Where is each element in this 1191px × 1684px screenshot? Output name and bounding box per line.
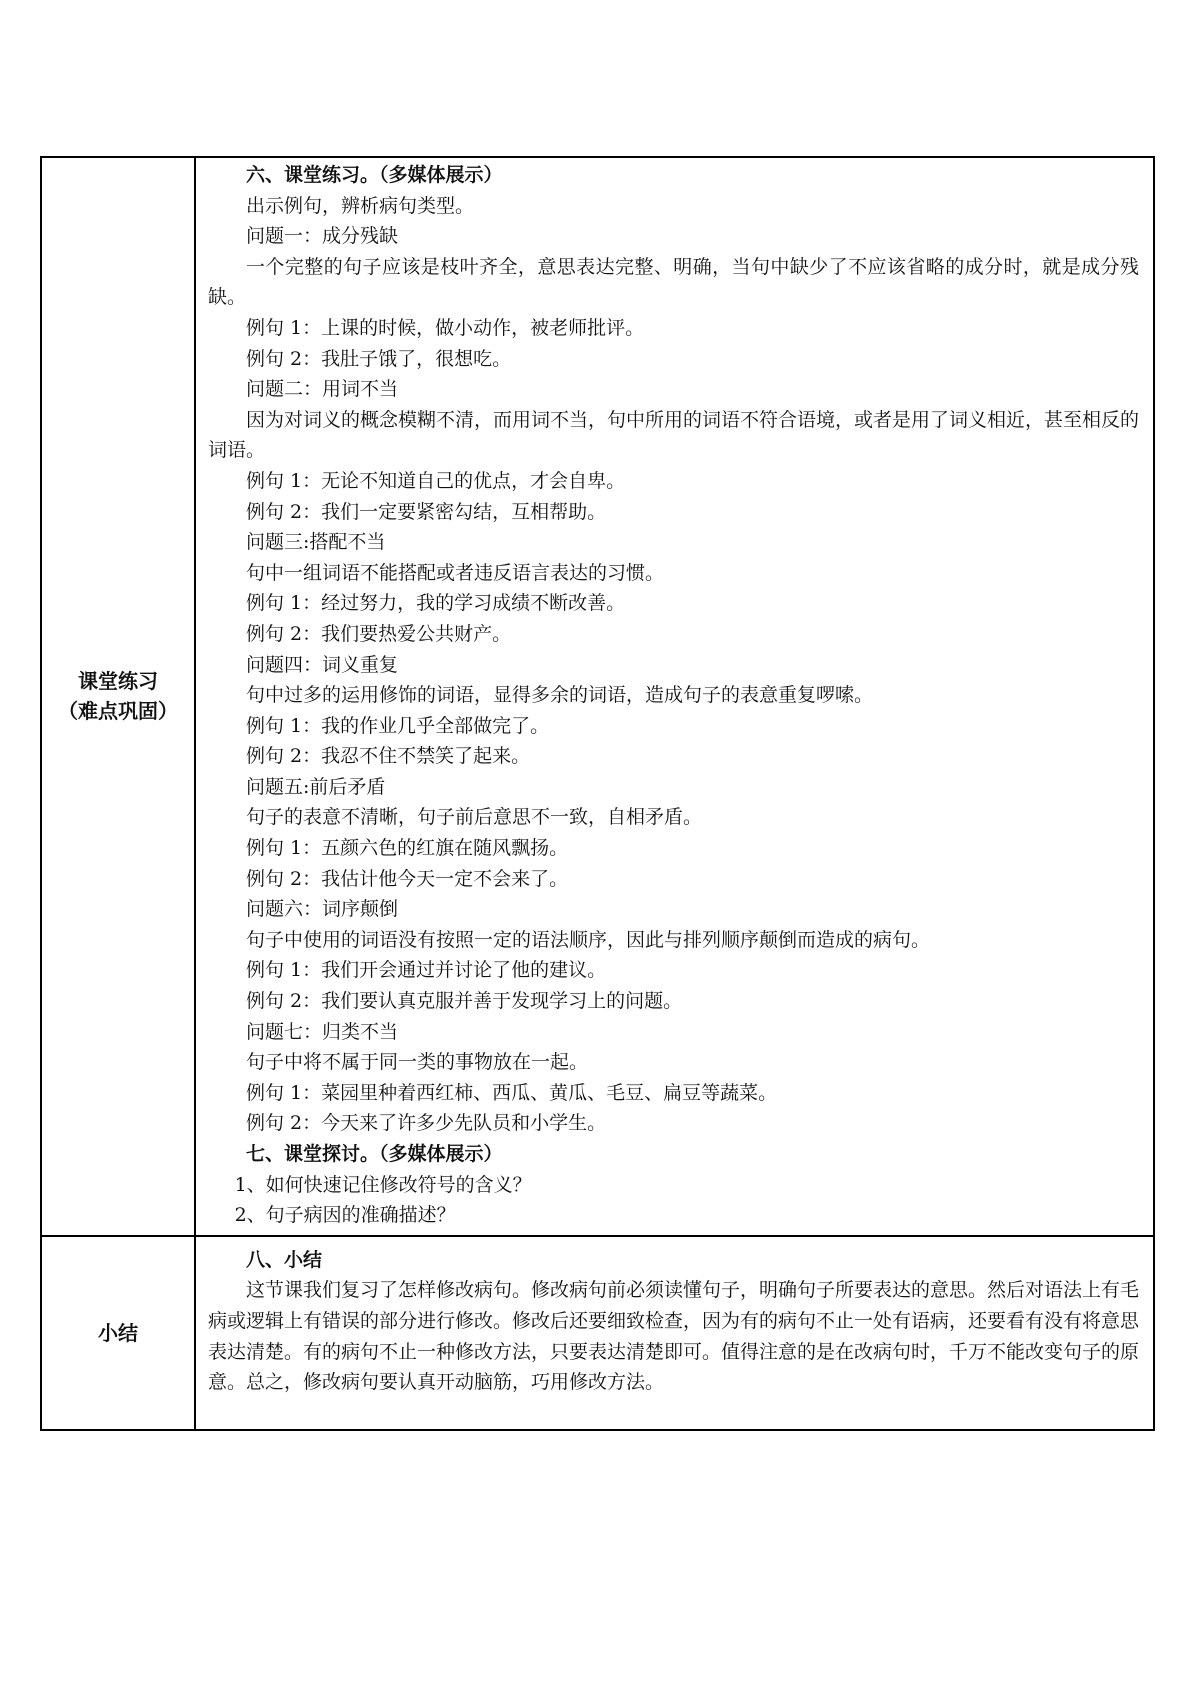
text-paragraph: 这节课我们复习了怎样修改病句。修改病句前必须读懂句子，明确句子所要表达的意思。然后对语法上有毛病或逻辑上有错误的部分进行修改。修改后还要细致检查，因为有的病句不止一处有语病，还要看有没有将意思表达清楚。有的病句不止一种修改方法，只要表达清楚即可。值得注意的是在改病句时，千万不能改变句子的原意。总之，修改病句要认真开动脑筋，巧用修改方法。	[208, 1279, 1140, 1394]
text-paragraph: 例句 1：菜园里种着西红柿、西瓜、黄瓜、毛豆、扁豆等蔬菜。	[246, 1081, 778, 1104]
text-paragraph: 例句 1：五颜六色的红旗在随风飘扬。	[246, 837, 569, 860]
text-paragraph: 问题七：归类不当	[246, 1020, 399, 1043]
text-paragraph: 例句 1：经过努力，我的学习成绩不断改善。	[246, 592, 626, 615]
section-heading: 八、小结	[246, 1248, 323, 1271]
section-heading: 七、课堂探讨。（多媒体展示）	[246, 1143, 503, 1165]
text-paragraph: 出示例句，辨析病句类型。	[246, 194, 475, 217]
table-row-practice	[41, 157, 1154, 1236]
text-paragraph: 例句 1：上课的时候，做小动作，被老师批评。	[246, 316, 645, 339]
row-label-practice	[41, 157, 195, 1236]
text-paragraph: 例句 2：今天来了许多少先队员和小学生。	[246, 1112, 607, 1135]
row-label-line: 小结	[98, 1320, 138, 1345]
text-paragraph: 例句 2：我们要认真克服并善于发现学习上的问题。	[246, 990, 683, 1013]
text-paragraph: 句中一组词语不能搭配或者违反语言表达的习惯。	[246, 561, 665, 584]
text-paragraph: 因为对词义的概念模糊不清，而用词不当，句中所用的词语不符合语境，或者是用了词义相近，甚至相反的词语。	[208, 408, 1140, 462]
text-paragraph: 问题四：词义重复	[246, 653, 399, 676]
text-paragraph: 句子中使用的词语没有按照一定的语法顺序，因此与排列顺序颠倒而造成的病句。	[246, 928, 931, 951]
text-paragraph: 句子的表意不清晰，句子前后意思不一致，自相矛盾。	[246, 806, 703, 829]
row-content-summary	[195, 1236, 1154, 1430]
row-label-line: 课堂练习	[78, 669, 158, 694]
row-label-summary	[41, 1236, 195, 1430]
row-content-practice	[195, 157, 1154, 1236]
text-paragraph: 句中过多的运用修饰的词语，显得多余的词语，造成句子的表意重复啰嗦。	[246, 684, 874, 707]
text-paragraph: 问题三:搭配不当	[246, 531, 386, 554]
text-paragraph: 例句 1：无论不知道自己的优点，才会自卑。	[246, 469, 626, 492]
text-paragraph: 问题五:前后矛盾	[246, 775, 386, 798]
text-paragraph: 一个完整的句子应该是枝叶齐全，意思表达完整、明确，当句中缺少了不应该省略的成分时，就是成分残缺。	[208, 255, 1139, 309]
text-paragraph: 例句 2：我估计他今天一定不会来了。	[246, 867, 569, 890]
text-paragraph: 问题六：词序颠倒	[246, 898, 399, 921]
row-label-line: （难点巩固）	[58, 699, 178, 724]
text-paragraph: 例句 2：我们要热爱公共财产。	[246, 622, 512, 645]
text-paragraph: 问题一：成分残缺	[246, 225, 399, 248]
list-item: 1、如何快速记住修改符号的含义？	[234, 1173, 532, 1196]
text-paragraph: 例句 2：我忍不住不禁笑了起来。	[246, 745, 531, 768]
text-paragraph: 句子中将不属于同一类的事物放在一起。	[246, 1051, 589, 1074]
section-heading: 六、课堂练习。（多媒体展示）	[246, 164, 503, 186]
text-paragraph: 例句 2：我们一定要紧密勾结，互相帮助。	[246, 500, 607, 523]
text-paragraph: 例句 2：我肚子饿了，很想吃。	[246, 347, 512, 370]
text-paragraph: 例句 1：我们开会通过并讨论了他的建议。	[246, 959, 607, 982]
table-row-summary	[41, 1236, 1154, 1430]
lesson-table	[40, 156, 1155, 1431]
text-paragraph: 问题二：用词不当	[246, 378, 399, 401]
list-item: 2、句子病因的准确描述？	[234, 1204, 456, 1227]
text-paragraph: 例句 1：我的作业几乎全部做完了。	[246, 714, 550, 737]
